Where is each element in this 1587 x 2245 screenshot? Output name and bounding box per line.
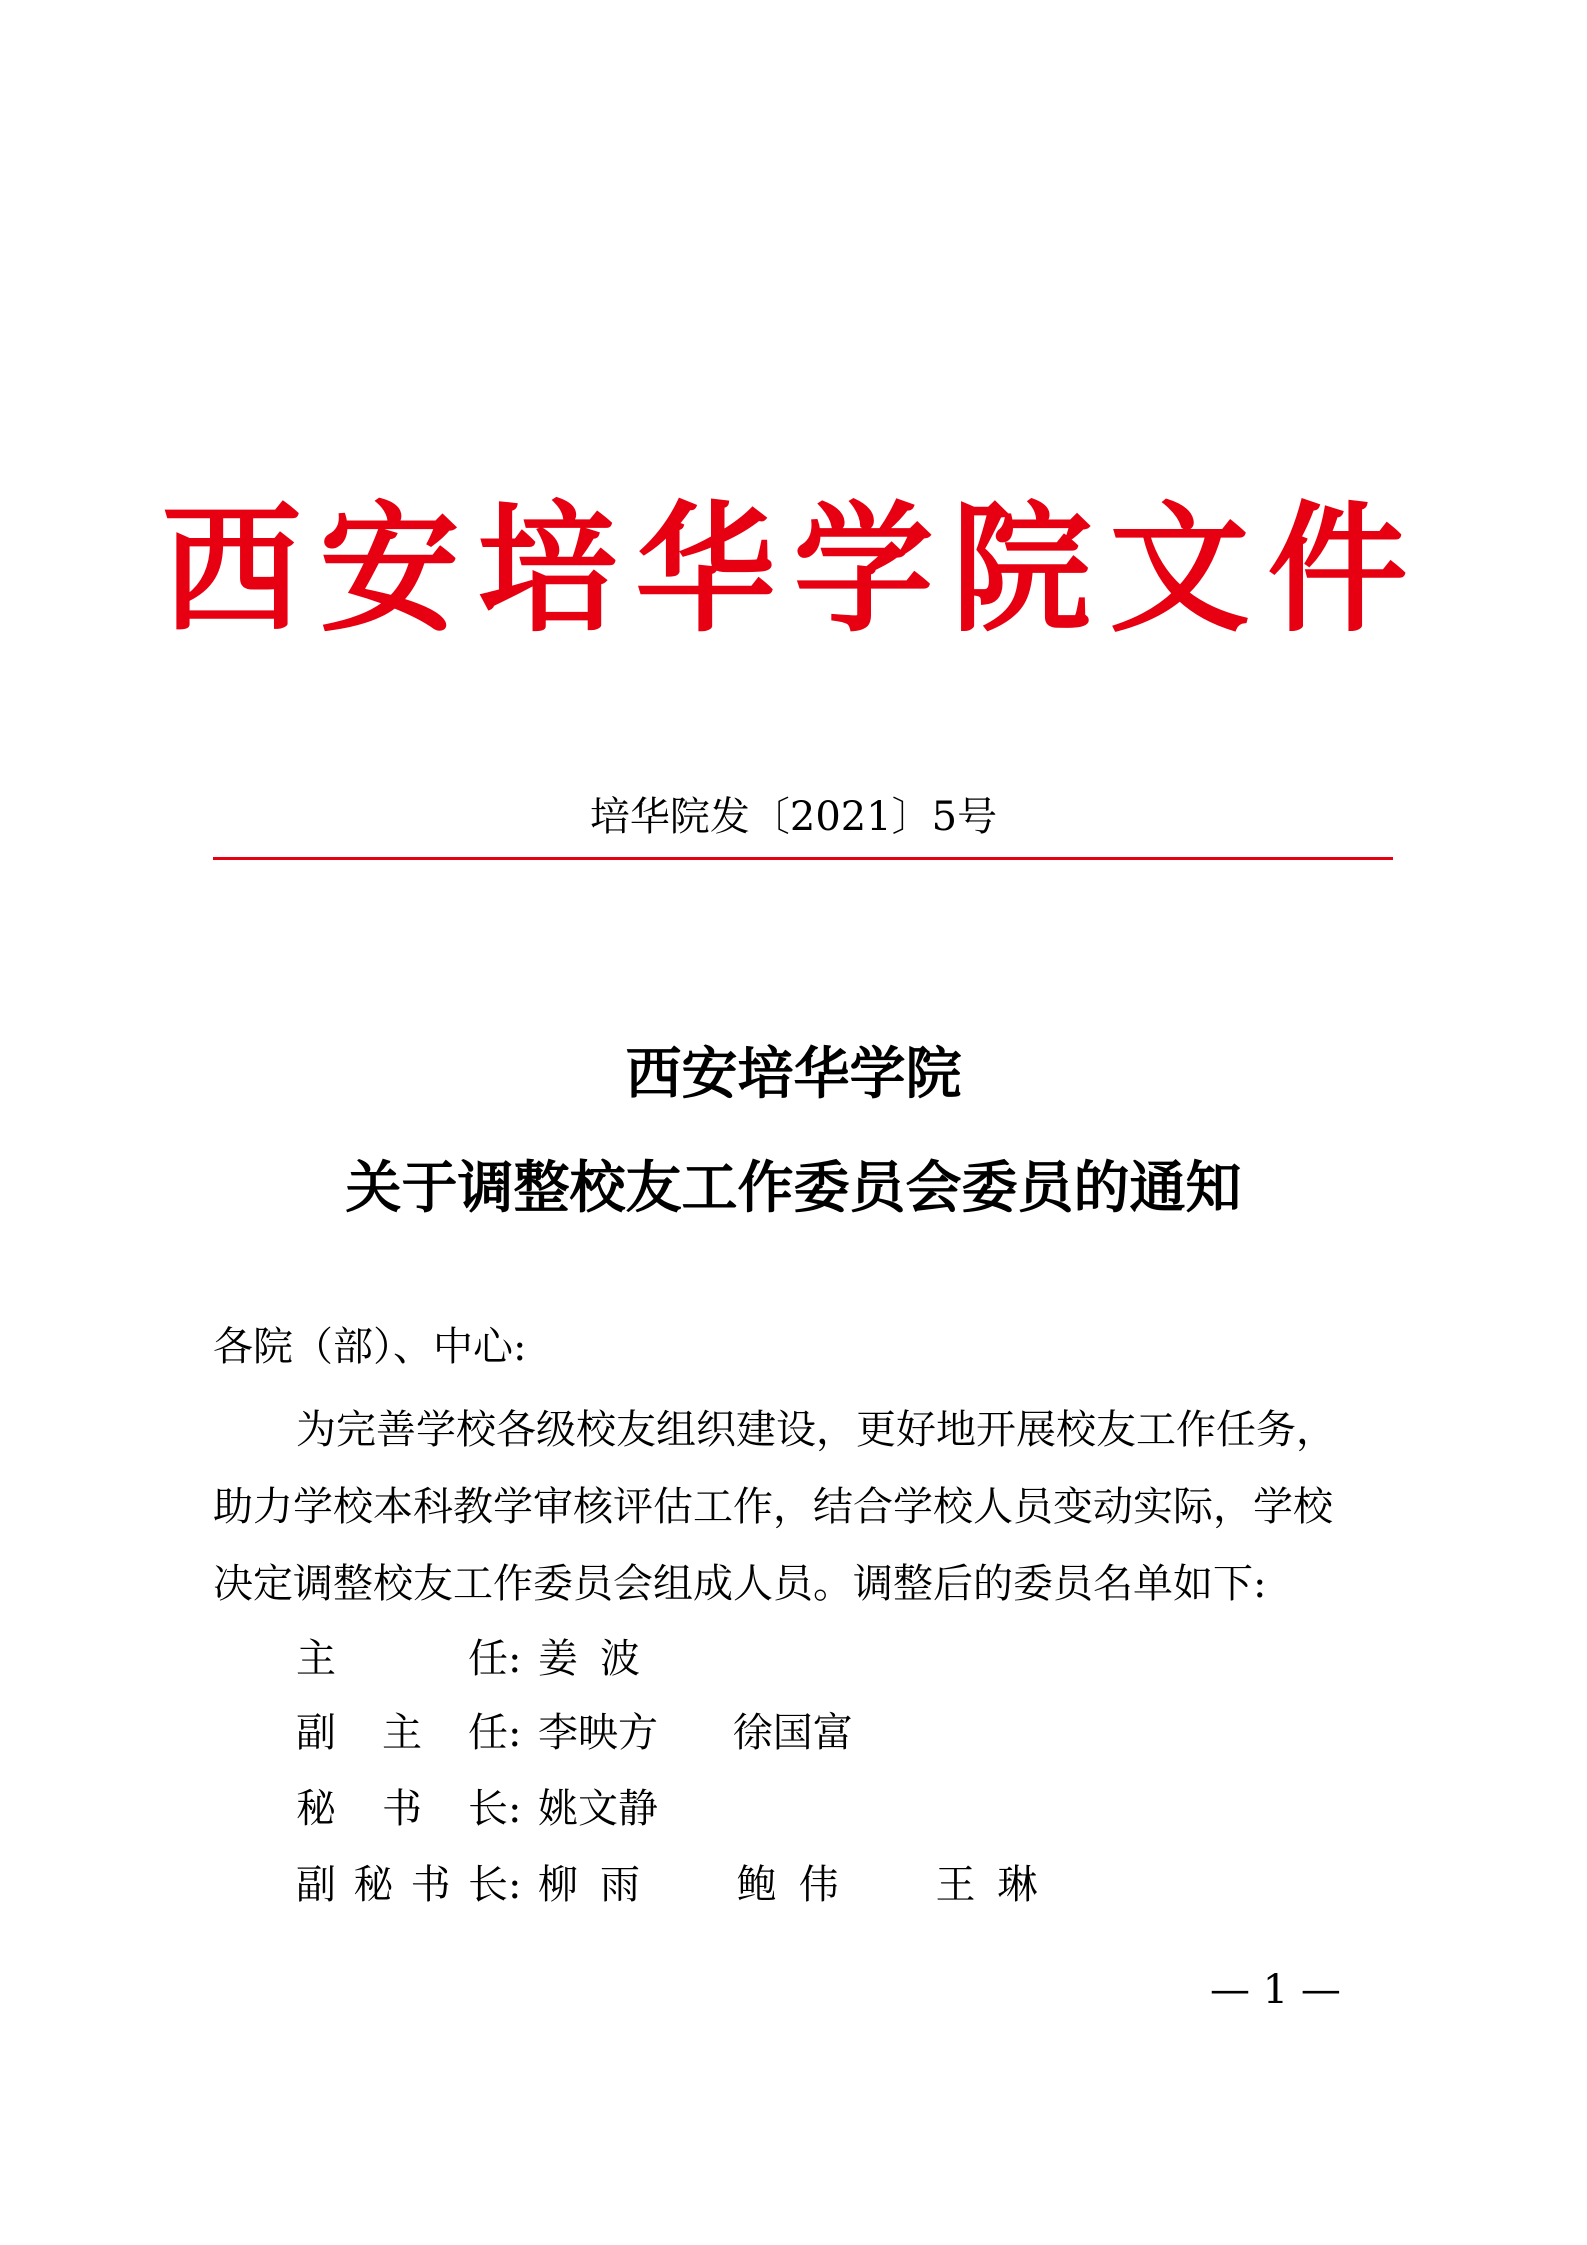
member-names [538,1706,915,1760]
red-divider [213,857,1393,860]
paragraph-line-2: 助力学校本科教学审核评估工作，结合学校人员变动实际，学校 [213,1484,1333,1530]
paragraph-line-3: 决定调整校友工作委员会组成人员。调整后的委员名单如下: [213,1561,1267,1607]
role-colon: : [508,1786,522,1832]
member-names [538,1632,724,1686]
notice-title-line-1: 西安培华学院 [625,1041,962,1107]
page-number: — 1 — [1210,1967,1341,2013]
notice-title-line-2: 关于调整校友工作委员会委员的通知 [345,1155,1242,1221]
member-row-deputy-secretary-general [296,1858,1121,1912]
member-name: 徐国富 [732,1710,853,1756]
role-label: 主任 [296,1636,508,1682]
role-colon: : [508,1636,522,1682]
member-row-secretary-general [296,1782,720,1836]
member-row-deputy-director [296,1706,915,1760]
member-name: 姜波 [538,1636,662,1682]
member-name: 王琳 [935,1862,1060,1908]
role-colon: : [508,1710,522,1756]
member-name: 李映方 [538,1710,658,1756]
role-label: 秘书长 [296,1786,508,1832]
member-names [538,1858,1121,1912]
salutation: 各院（部）、中心: [213,1324,527,1370]
role-colon: : [508,1862,522,1908]
member-name: 鲍伟 [736,1862,861,1908]
member-name: 柳雨 [538,1862,662,1908]
role-label: 副秘书长 [296,1862,508,1908]
member-name: 姚文静 [538,1786,658,1832]
member-names [538,1782,720,1836]
role-label: 副主任 [296,1710,508,1756]
member-row-director [296,1632,724,1686]
document-number: 培华院发〔2021〕5号 [589,794,998,840]
masthead-title: 西安培华学院文件 [161,488,1426,652]
paragraph-line-1: 为完善学校各级校友组织建设，更好地开展校友工作任务， [296,1407,1336,1453]
